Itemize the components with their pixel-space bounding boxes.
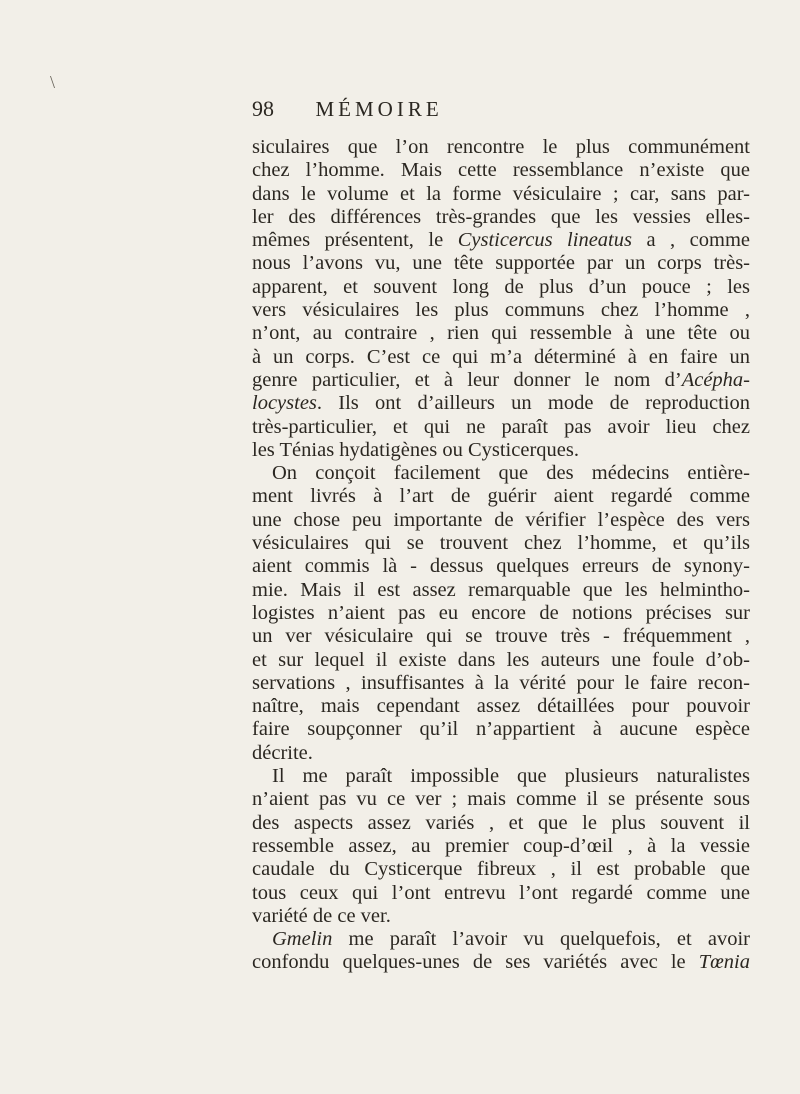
text-line: très-particulier, et qui ne paraît pas avoir lieu chez	[252, 415, 750, 438]
text-line: confondu quelques-unes de ses variétés avec le Tœnia	[252, 951, 750, 974]
margin-mark: \	[50, 72, 56, 92]
text-line: logistes n’aient pas eu encore de notions précises sur	[252, 601, 750, 624]
text-line: variété de ce ver.	[252, 904, 391, 927]
text-line: On conçoit facilement que des médecins entière-	[272, 462, 750, 485]
text-line: servations , insuffisantes à la vérité pour le faire recon-	[252, 671, 750, 694]
text-line: chez l’homme. Mais cette ressemblance n’existe que	[252, 159, 750, 182]
text-line: un ver vésiculaire qui se trouve très - fréquemment ,	[252, 625, 750, 648]
text-line: siculaires que l’on rencontre le plus communément	[252, 136, 750, 158]
text-line: à un corps. C’est ce qui m’a déterminé à en faire un	[252, 345, 750, 368]
text-line: décrite.	[252, 741, 313, 764]
text-line: caudale du Cysticerque fibreux , il est probable que	[252, 858, 750, 881]
text-line: apparent, et souvent long de plus d’un pouce ; les	[252, 275, 750, 298]
text-line: nous l’avons vu, une tête supportée par un corps très-	[252, 252, 750, 275]
text-line: aient commis là - dessus quelques erreurs de synony-	[252, 555, 750, 578]
text-line: Il me paraît impossible que plusieurs naturalistes	[272, 765, 750, 788]
text-line: locystes. Ils ont d’ailleurs un mode de reproduction	[252, 392, 750, 415]
page-header	[252, 96, 443, 122]
text-line: mie. Mais il est assez remarquable que les helmintho-	[252, 578, 750, 601]
page-number: 98	[252, 96, 274, 121]
text-line: genre particulier, et à leur donner le nom d’Acépha-	[252, 368, 750, 391]
text-line: naître, mais cependant assez détaillées pour pouvoir	[252, 695, 750, 718]
text-line: Gmelin me paraît l’avoir vu quelquefois, et avoir	[272, 928, 750, 951]
running-title: MÉMOIRE	[315, 97, 443, 121]
text-line: mêmes présentent, le Cysticercus lineatus a , comme	[252, 229, 750, 252]
text-line: et sur lequel il existe dans les auteurs une foule d’ob-	[252, 648, 750, 671]
text-line: ment livrés à l’art de guérir aient regardé comme	[252, 485, 750, 508]
text-line: vers vésiculaires les plus communs chez l’homme ,	[252, 299, 750, 322]
text-line: ressemble assez, au premier coup-d’œil , à la vessie	[252, 834, 750, 857]
text-line: une chose peu importante de vérifier l’espèce des vers	[252, 508, 750, 531]
text-line: faire soupçonner qu’il n’appartient à aucune espèce	[252, 718, 750, 741]
text-line: les Ténias hydatigènes ou Cysticerques.	[252, 438, 579, 461]
text-line: n’ont, au contraire , rien qui ressemble à une tête ou	[252, 322, 750, 345]
text-line: ler des différences très-grandes que les vessies elles-	[252, 205, 750, 228]
text-line: des aspects assez variés , et que le plus souvent il	[252, 811, 750, 834]
text-line: n’aient pas vu ce ver ; mais comme il se présente sous	[252, 788, 750, 811]
text-line: dans le volume et la forme vésiculaire ; car, sans par-	[252, 182, 750, 205]
text-line: tous ceux qui l’ont entrevu l’ont regardé comme une	[252, 881, 750, 904]
body-text	[252, 136, 750, 975]
text-line: vésiculaires qui se trouvent chez l’homme, et qu’ils	[252, 532, 750, 555]
